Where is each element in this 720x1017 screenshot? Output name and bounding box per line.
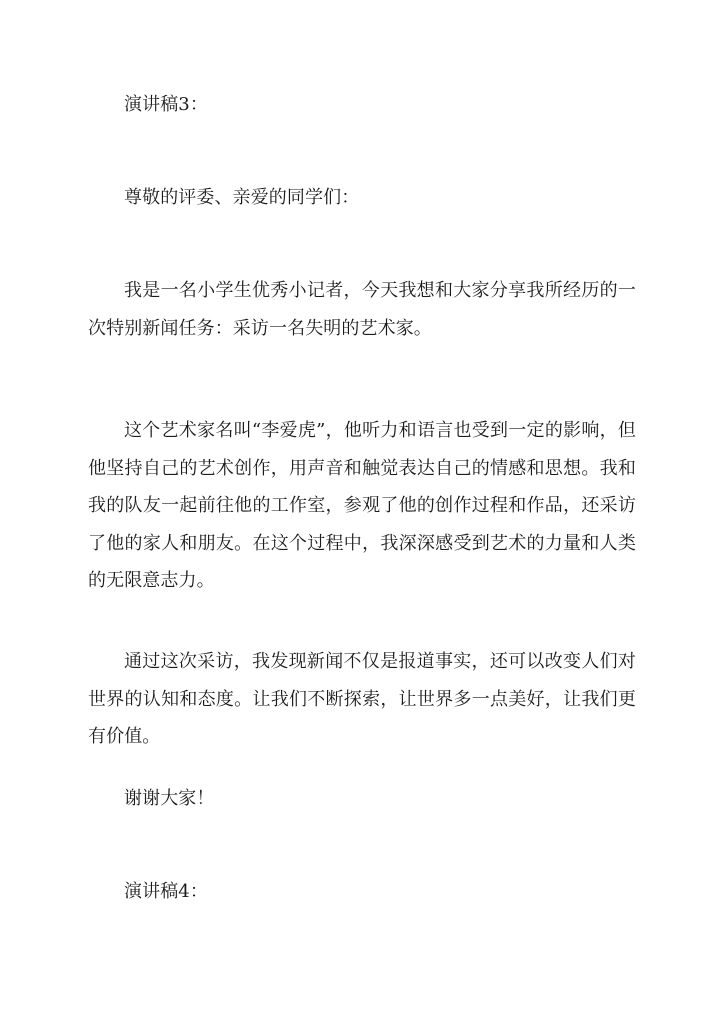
closing-thanks: 谢谢大家！ <box>124 788 215 809</box>
paragraph-reflection: 通过这次采访，我发现新闻不仅是报道事实，还可以改变人们对世界的认知和态度。让我们不断探索，让世界多一点美好，让我们更有价值。 <box>88 651 636 747</box>
speech-heading-3: 演讲稿3： <box>124 94 208 115</box>
salutation: 尊敬的评委、亲爱的同学们： <box>124 187 360 208</box>
paragraph-intro: 我是一名小学生优秀小记者，今天我想和大家分享我所经历的一次特别新闻任务：采访一名失明的艺术家。 <box>88 280 636 339</box>
paragraph-artist: 这个艺术家名叫“李爱虎”，他听力和语言也受到一定的影响，但他坚持自己的艺术创作，用声音和触觉表达自己的情感和思想。我和我的队友一起前往他的工作室，参观了他的创作过程和作品，还采访了他的家人和朋友。在这个过程中，我深深感受到艺术的力量和人类的无限意志力。 <box>88 420 636 591</box>
speech-heading-4: 演讲稿4： <box>124 881 208 902</box>
